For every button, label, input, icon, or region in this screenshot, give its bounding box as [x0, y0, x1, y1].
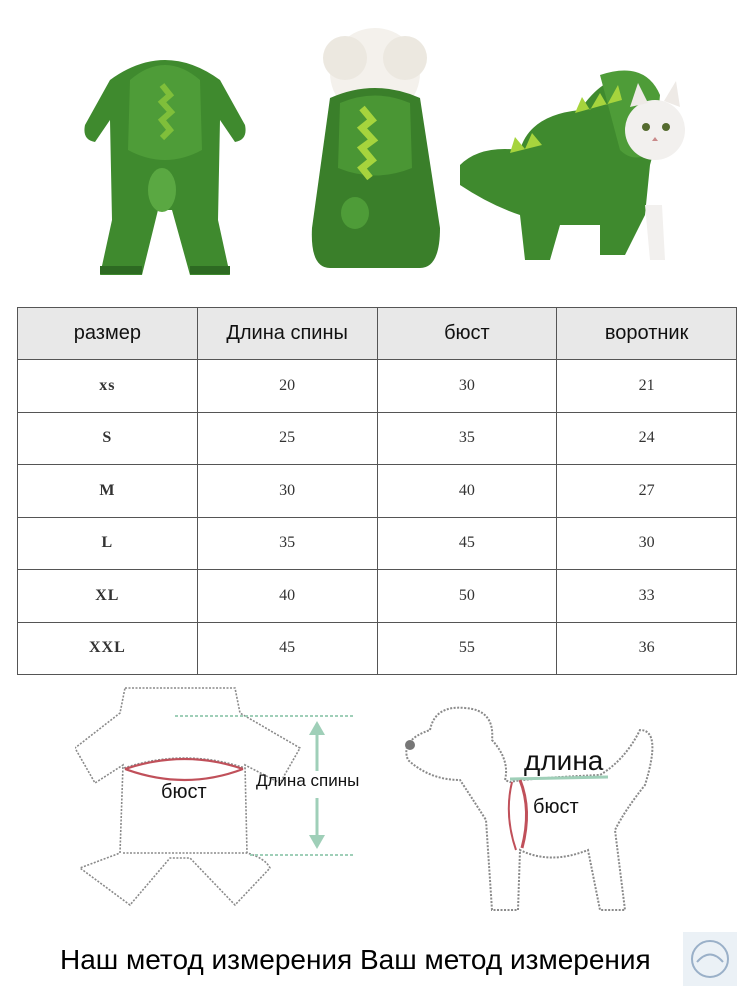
- garment-back-length-label: Длина спины: [256, 771, 360, 790]
- collar-cell: 21: [557, 360, 737, 413]
- size-cell: xs: [18, 360, 198, 413]
- bust-cell: 55: [377, 622, 557, 675]
- costume-front-photo: [70, 40, 260, 280]
- collar-cell: 24: [557, 412, 737, 465]
- collar-cell: 36: [557, 622, 737, 675]
- bust-cell: 50: [377, 570, 557, 623]
- cat-side-photo: [450, 55, 715, 270]
- bust-cell: 40: [377, 465, 557, 518]
- collar-cell: 27: [557, 465, 737, 518]
- size-cell: S: [18, 412, 198, 465]
- back-length-cell: 30: [197, 465, 377, 518]
- size-table: [17, 307, 737, 675]
- size-cell: XL: [18, 570, 198, 623]
- header-size: размер: [18, 308, 198, 360]
- dog-back-photo: [300, 28, 450, 273]
- table-header-row: [18, 308, 737, 360]
- bust-cell: 45: [377, 517, 557, 570]
- table-row: [18, 360, 737, 413]
- size-cell: L: [18, 517, 198, 570]
- collar-cell: 33: [557, 570, 737, 623]
- garment-bust-label: бюст: [161, 781, 207, 803]
- table-row: [18, 465, 737, 518]
- back-length-cell: 45: [197, 622, 377, 675]
- header-bust: бюст: [377, 308, 557, 360]
- table-row: [18, 622, 737, 675]
- watermark-logo: [683, 932, 737, 986]
- table-row: [18, 517, 737, 570]
- product-photos: [0, 0, 750, 295]
- table-row: [18, 412, 737, 465]
- measurement-caption: Наш метод измерения Ваш метод измерения: [60, 944, 651, 975]
- back-length-cell: 25: [197, 412, 377, 465]
- size-cell: XXL: [18, 622, 198, 675]
- back-length-cell: 20: [197, 360, 377, 413]
- bust-cell: 35: [377, 412, 557, 465]
- bust-cell: 30: [377, 360, 557, 413]
- garment-measurement-diagram: [75, 683, 365, 913]
- back-length-cell: 40: [197, 570, 377, 623]
- back-length-cell: 35: [197, 517, 377, 570]
- table-row: [18, 570, 737, 623]
- header-collar: воротник: [557, 308, 737, 360]
- header-back-length: Длина спины: [197, 308, 377, 360]
- dog-length-label: длина: [524, 745, 604, 776]
- dog-bust-label: бюст: [533, 796, 579, 818]
- size-cell: M: [18, 465, 198, 518]
- collar-cell: 30: [557, 517, 737, 570]
